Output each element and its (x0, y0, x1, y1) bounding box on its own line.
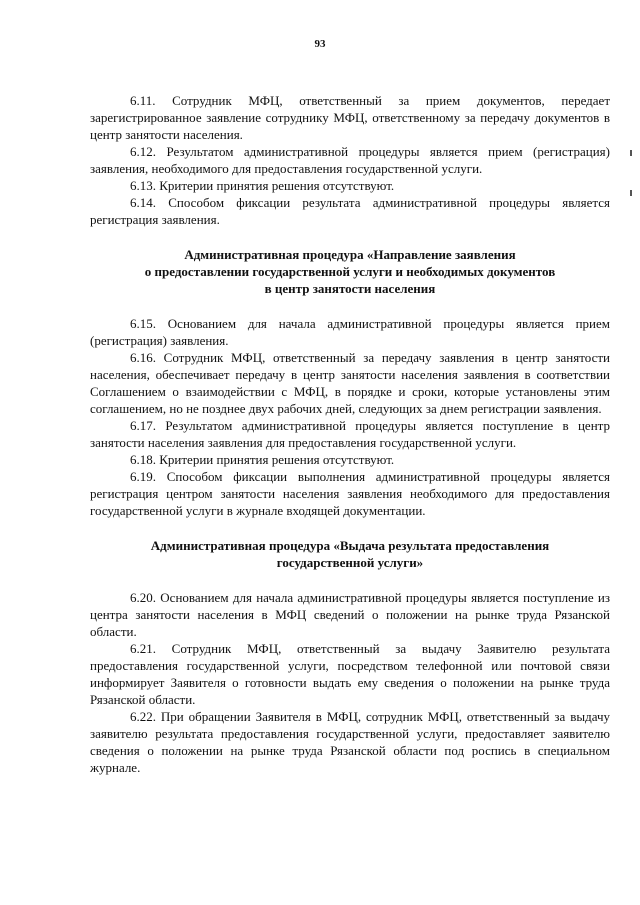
paragraph-6-19: 6.19. Способом фиксации выполнения административной процедуры является регистрация центром занятости населения заявления необходимого для предоставления государственной услуги в журнале входящей документации. (90, 469, 610, 518)
paragraph-6-14: 6.14. Способом фиксации результата административной процедуры является регистрация заявления. (90, 195, 610, 227)
paragraph-6-15: 6.15. Основанием для начала административной процедуры является прием (регистрация) заявления. (90, 316, 610, 348)
paragraph-6-17: 6.17. Результатом административной процедуры является поступление в центр занятости населения заявления для предоставления государственной услуги. (90, 418, 610, 450)
paragraph-6-13: 6.13. Критерии принятия решения отсутствуют. (130, 178, 395, 193)
heading-line: в центр занятости населения (264, 281, 436, 296)
paragraph-6-22: 6.22. При обращении Заявителя в МФЦ, сотрудник МФЦ, ответственный за выдачу заявителю результата предоставления государственной услуги, предоставляет заявителю сведения о положении на рынке труда Рязанской области под роспись в специальном журнале. (90, 709, 610, 775)
heading-line: о предоставлении государственной услуги и необходимых документов (144, 264, 556, 279)
heading-line: Административная процедура «Направление заявления (184, 247, 516, 262)
paragraph-6-12: 6.12. Результатом административной процедуры является прием (регистрация) заявления, необходимого для предоставления государственной услуги. (90, 144, 610, 176)
paragraph-6-21: 6.21. Сотрудник МФЦ, ответственный за выдачу Заявителю результата предоставления государственной услуги, посредством телефонной или почтовой связи информирует Заявителя о готовности выдать ему сведения о положении на рынке труда Рязанской области. (90, 641, 610, 707)
page-number: 93 (314, 38, 326, 50)
heading-line: Административная процедура «Выдача результата предоставления (150, 538, 550, 553)
heading-line: государственной услуги» (276, 555, 424, 570)
paragraph-6-20: 6.20. Основанием для начала административной процедуры является поступление из центра занятости населения в МФЦ сведений о положении на рынке труда Рязанской области. (90, 590, 610, 639)
document-body (90, 92, 610, 776)
scan-edge-marks (630, 150, 632, 230)
paragraph-6-11: 6.11. Сотрудник МФЦ, ответственный за прием документов, передает зарегистрированное заявление сотруднику МФЦ, ответственному за передачу документов в центр занятости населения. (90, 93, 610, 142)
paragraph-6-18: 6.18. Критерии принятия решения отсутствуют. (130, 452, 395, 467)
section-heading-referral (90, 246, 610, 297)
paragraph-6-16: 6.16. Сотрудник МФЦ, ответственный за передачу заявления в центр занятости населения, обеспечивает передачу в центр занятости населения заявления в соответствии Соглашением о взаимодействии с МФЦ, в порядке и сроки, которые установлены этим соглашением, но не позднее двух рабочих дней, следующих за днем регистрации заявления. (90, 350, 610, 416)
section-heading-issuance (90, 537, 610, 571)
